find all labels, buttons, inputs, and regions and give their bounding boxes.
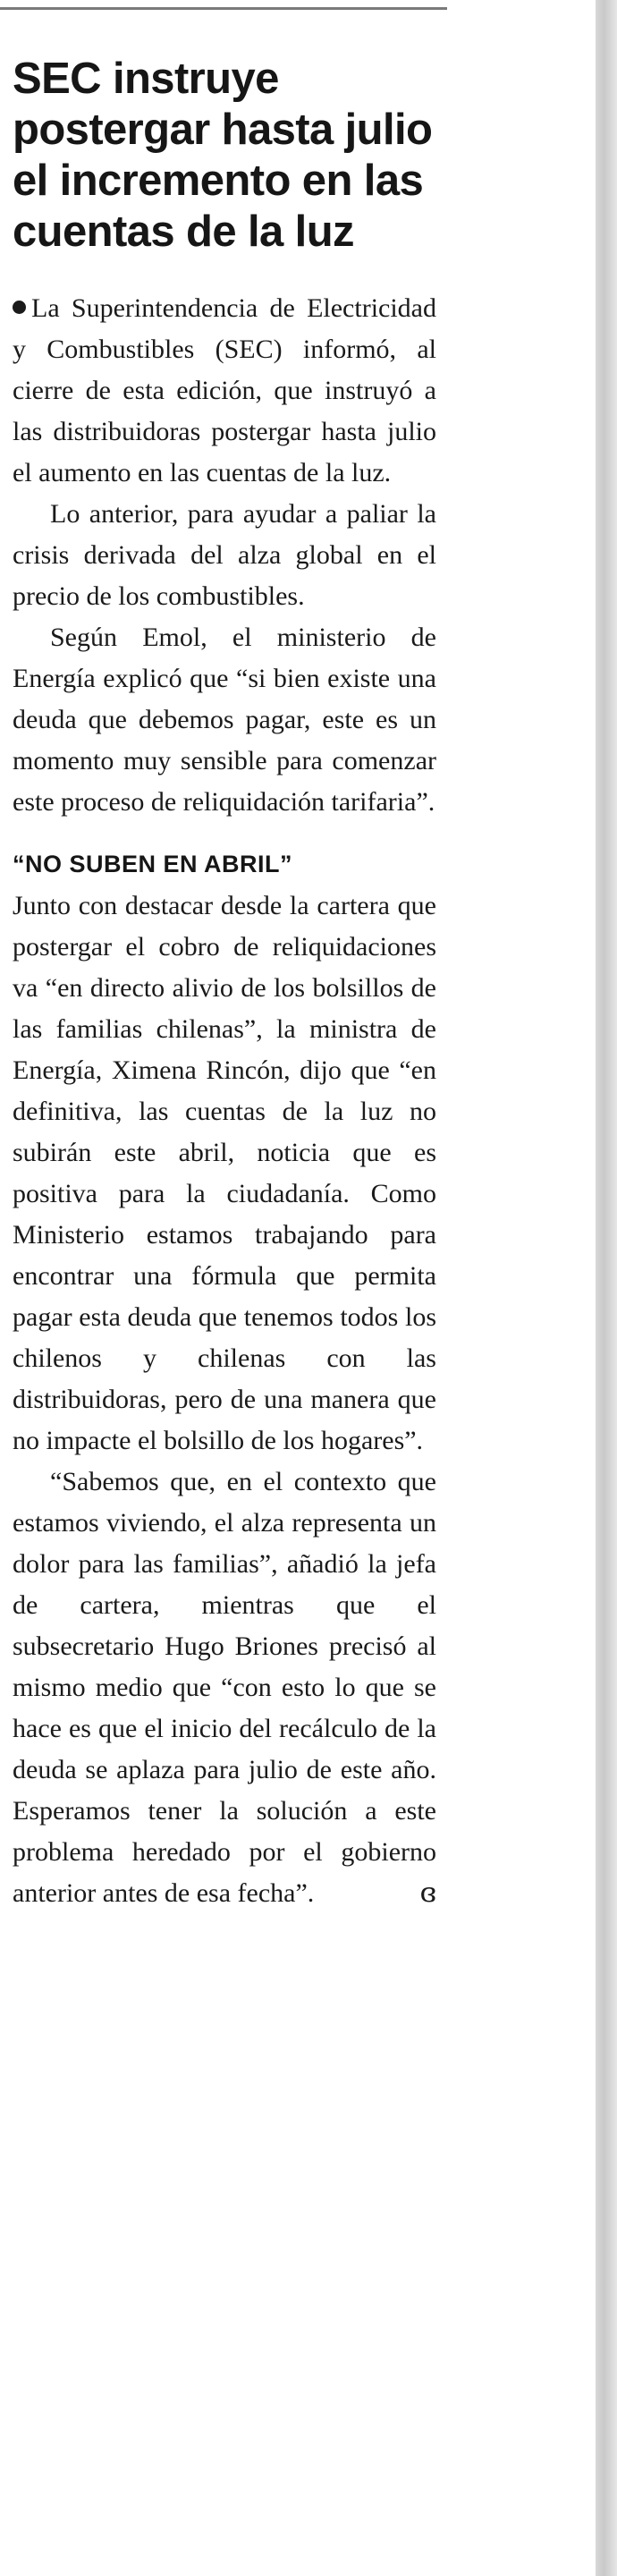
article-headline: SEC instruye postergar hasta julio el incremento en las cuentas de la luz	[13, 55, 433, 256]
news-article	[13, 54, 436, 1914]
section-subhead: “NO SUBEN EN ABRIL”	[13, 851, 293, 877]
lead-paragraph	[13, 288, 436, 494]
page-edge-shadow	[596, 0, 617, 2576]
article-body	[13, 288, 436, 1914]
paragraph: Lo anterior, para ayudar a paliar la crisis derivada del alza global en el precio de los combustibles.	[13, 499, 436, 611]
bullet-icon	[13, 301, 26, 314]
paragraph	[13, 1462, 436, 1914]
end-mark-icon: ɞ	[419, 1877, 436, 1909]
paragraph: Junto con destacar desde la cartera que postergar el cobro de reliquidaciones va “en directo alivio de los bolsillos de las familias chilenas”, la ministra de Energía, Ximena Rincón, dijo que “en definitiva, las cuentas de la luz no subirán este abril, noticia que es positiva para la ciudadanía. Como Ministerio estamos trabajando para encontrar una fórmula que permita pagar esta deuda que tenemos todos los chilenos y chilenas con las distribuidoras, pero de una manera que no impacte el bolsillo de los hogares”.	[13, 891, 436, 1455]
paragraph: Según Emol, el ministerio de Energía explicó que “si bien existe una deuda que debemos pagar, este es un momento muy sensible para comenzar este proceso de reliquidación tarifaria”.	[13, 623, 436, 817]
paragraph-text: “Sabemos que, en el contexto que estamos viviendo, el alza representa un dolor para las familias”, añadió la jefa de cartera, mientras que el subsecretario Hugo Briones precisó al mismo medio que “con esto lo que se hace es que el inicio del recálculo de la deuda se aplaza para julio de este año. Esperamos tener la solución a este problema heredado por el gobierno anterior antes de esa fecha”.	[13, 1467, 436, 1908]
top-rule	[0, 7, 447, 10]
lead-text: La Superintendencia de Electricidad y Combustibles (SEC) informó, al cierre de esta edición, que instruyó a las distribuidoras postergar hasta julio el aumento en las cuentas de la luz.	[13, 293, 436, 487]
